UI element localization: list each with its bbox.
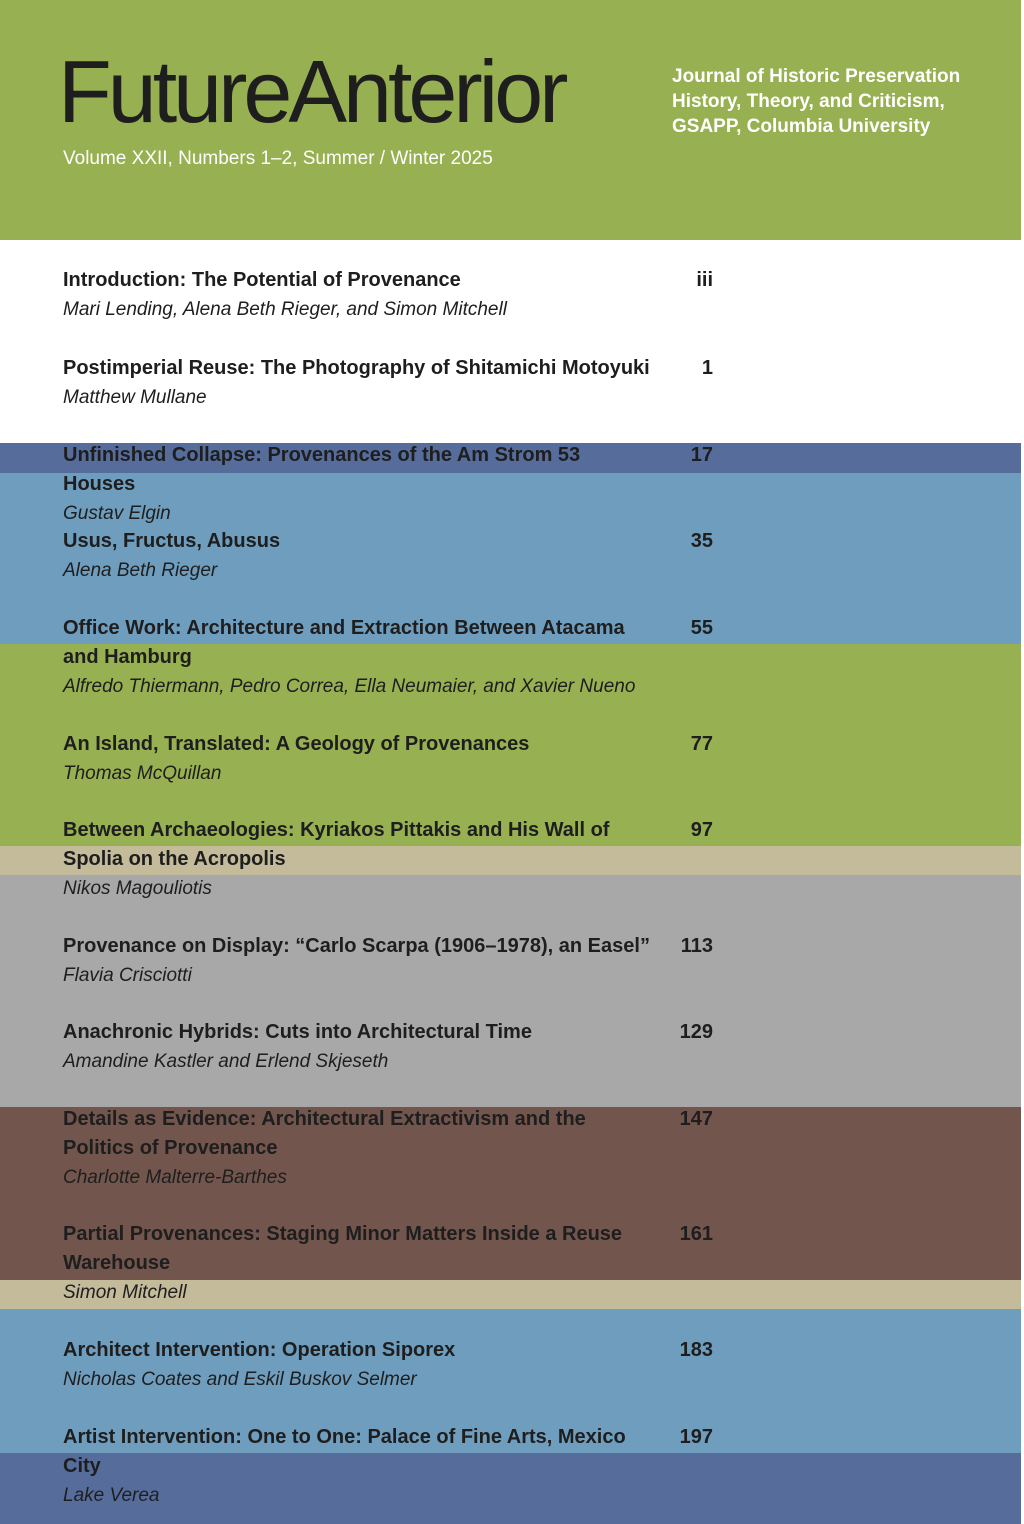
article-authors: Alena Beth Rieger xyxy=(63,560,218,581)
toc-entry[interactable] xyxy=(63,354,713,412)
article-authors: Flavia Crisciotti xyxy=(63,965,192,986)
publisher-line: GSAPP, Columbia University xyxy=(672,116,931,137)
article-title: Partial Provenances: Staging Minor Matters Inside a Reuse Warehouse xyxy=(63,1223,623,1274)
journal-title: FutureAnterior xyxy=(58,42,565,141)
toc-entry[interactable] xyxy=(63,1105,713,1192)
page-number: 55 xyxy=(690,617,713,639)
article-title: Artist Intervention: One to One: Palace of Fine Arts, Mexico City xyxy=(63,1426,626,1477)
article-authors: Charlotte Malterre-Barthes xyxy=(63,1167,287,1188)
toc-entry[interactable] xyxy=(63,1018,713,1076)
article-title: Postimperial Reuse: The Photography of Shitamichi Motoyuki xyxy=(63,357,650,379)
article-authors: Gustav Elgin xyxy=(63,503,171,524)
page-number: 77 xyxy=(690,733,713,755)
toc-entry[interactable] xyxy=(63,527,713,585)
toc-entry[interactable] xyxy=(63,266,713,324)
article-title: Introduction: The Potential of Provenance xyxy=(63,269,461,291)
article-title: Provenance on Display: “Carlo Scarpa (1906–1978), an Easel” xyxy=(63,935,650,957)
page-number: 147 xyxy=(679,1108,713,1130)
article-title: Office Work: Architecture and Extraction Between Atacama and Hamburg xyxy=(63,617,625,668)
page-number: iii xyxy=(696,269,713,291)
article-authors: Lake Verea xyxy=(63,1485,160,1506)
publisher-info xyxy=(672,64,960,139)
article-authors: Simon Mitchell xyxy=(63,1282,187,1303)
page-number: 97 xyxy=(690,819,713,841)
article-title: Details as Evidence: Architectural Extractivism and the Politics of Provenance xyxy=(63,1108,586,1159)
article-title: Unfinished Collapse: Provenances of the Am Strom 53 Houses xyxy=(63,444,581,495)
toc-entry[interactable] xyxy=(63,816,713,903)
article-authors: Alfredo Thiermann, Pedro Correa, Ella Neumaier, and Xavier Nueno xyxy=(63,676,636,697)
article-title: Usus, Fructus, Abusus xyxy=(63,530,281,552)
page-number: 129 xyxy=(679,1021,713,1043)
article-title: Architect Intervention: Operation Siporex xyxy=(63,1339,456,1361)
page-number: 161 xyxy=(679,1223,713,1245)
page-number: 1 xyxy=(701,357,713,379)
page-number: 183 xyxy=(679,1339,713,1361)
article-authors: Matthew Mullane xyxy=(63,387,207,408)
page-number: 35 xyxy=(690,530,713,552)
publisher-line: History, Theory, and Criticism, xyxy=(672,91,945,112)
article-title: An Island, Translated: A Geology of Provenances xyxy=(63,733,530,755)
article-title: Between Archaeologies: Kyriakos Pittakis and His Wall of Spolia on the Acropolis xyxy=(63,819,610,870)
toc-entry[interactable] xyxy=(63,614,713,701)
article-authors: Thomas McQuillan xyxy=(63,763,222,784)
page-number: 197 xyxy=(679,1426,713,1448)
toc-entry[interactable] xyxy=(63,932,713,990)
article-title: Anachronic Hybrids: Cuts into Architectural Time xyxy=(63,1021,532,1043)
article-authors: Amandine Kastler and Erlend Skjeseth xyxy=(63,1051,389,1072)
page-number: 17 xyxy=(690,444,713,466)
article-authors: Nikos Magouliotis xyxy=(63,878,212,899)
page-number: 113 xyxy=(680,935,713,957)
toc-entry[interactable] xyxy=(63,730,713,788)
issue-line: Volume XXII, Numbers 1–2, Summer / Winter 2025 xyxy=(63,148,493,169)
publisher-line: Journal of Historic Preservation xyxy=(672,66,961,87)
toc-entry[interactable] xyxy=(63,1423,713,1510)
toc-entry[interactable] xyxy=(63,1220,713,1307)
toc-entry[interactable] xyxy=(63,441,713,528)
toc-entry[interactable] xyxy=(63,1336,713,1394)
article-authors: Mari Lending, Alena Beth Rieger, and Simon Mitchell xyxy=(63,299,507,320)
article-authors: Nicholas Coates and Eskil Buskov Selmer xyxy=(63,1369,417,1390)
